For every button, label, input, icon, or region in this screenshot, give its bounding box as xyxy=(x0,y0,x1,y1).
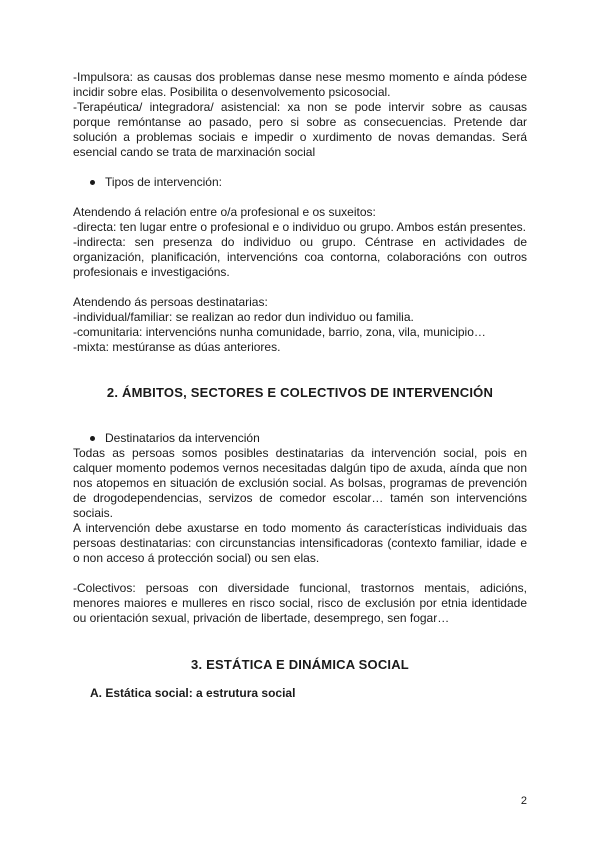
paragraph-impulsora: -Impulsora: as causas dos problemas danse nese mesmo momento e aínda pódese incidir sobre elas. Posibilita o desenvolvemento psicosocial. xyxy=(73,70,527,99)
bullet-dot-icon xyxy=(90,436,95,441)
paragraph-axustarse: A intervención debe axustarse en todo momento ás características individuais das persoas destinatarias: con circunstancias intensificadoras (contexto familiar, idade e o non acceso á protección social) ou sen elas. xyxy=(73,521,527,565)
page-number: 2 xyxy=(520,795,527,807)
paragraph-comunitaria: -comunitaria: intervencións nunha comunidade, barrio, zona, vila, municipio… xyxy=(73,325,486,339)
document-body xyxy=(73,70,527,701)
paragraph-directa: -directa: ten lugar entre o profesional e o individuo ou grupo. Ambos están presentes. xyxy=(73,220,526,234)
paragraph-mixta: -mixta: mestúranse as dúas anteriores. xyxy=(73,340,281,354)
paragraph-destinatarias: Atendendo ás persoas destinatarias: xyxy=(73,295,268,309)
paragraph-relacion: Atendendo á relación entre o/a profesional e os suxeitos: xyxy=(73,205,376,219)
section-heading-3: 3. ESTÁTICA E DINÁMICA SOCIAL xyxy=(191,657,409,672)
paragraph-todas: Todas as persoas somos posibles destinatarias da intervención social, pois en calquer momento podemos vernos necesitadas dalgún tipo de axuda, aínda que non nos atopemos en situación de exclusión social. As bolsas, programas de prevención de drogodependencias, servizos de comedor escolar… tamén son intervencións sociais. xyxy=(73,446,527,520)
paragraph-indirecta: -indirecta: sen presenza do individuo ou grupo. Céntrase en actividades de organización, planificación, intervencións coa contorna, colaboracións con outros profesionais e investigacións. xyxy=(73,235,527,279)
paragraph-colectivos: -Colectivos: persoas con diversidade funcional, trastornos mentais, adicións, menores maiores e mulleres en risco social, risco de exclusión por etnia identidade ou orientación sexual, privación de libertade, desemprego, sen fogar… xyxy=(73,581,527,625)
paragraph-terapeutica: -Terapéutica/ integradora/ asistencial: xa non se pode intervir sobre as causas porque remóntanse ao pasado, pero si sobre as consecuencias. Pretende dar solución a problemas sociais e impedir o xurdimento de novas demandas. Será esencial cando se trata de marxinación social xyxy=(73,100,527,159)
bullet-tipos xyxy=(90,175,527,190)
section-heading-2: 2. ÁMBITOS, SECTORES E COLECTIVOS DE INTERVENCIÓN xyxy=(106,385,494,400)
bullet-tipos-label: Tipos de intervención: xyxy=(105,175,222,189)
bullet-destinatarios xyxy=(90,431,527,446)
subheading-a: A. Estática social: a estrutura social xyxy=(90,686,296,700)
bullet-dot-icon xyxy=(90,180,95,185)
bullet-destinatarios-label: Destinatarios da intervención xyxy=(105,431,260,445)
paragraph-individual: -individual/familiar: se realizan ao redor dun individuo ou familia. xyxy=(73,310,414,324)
